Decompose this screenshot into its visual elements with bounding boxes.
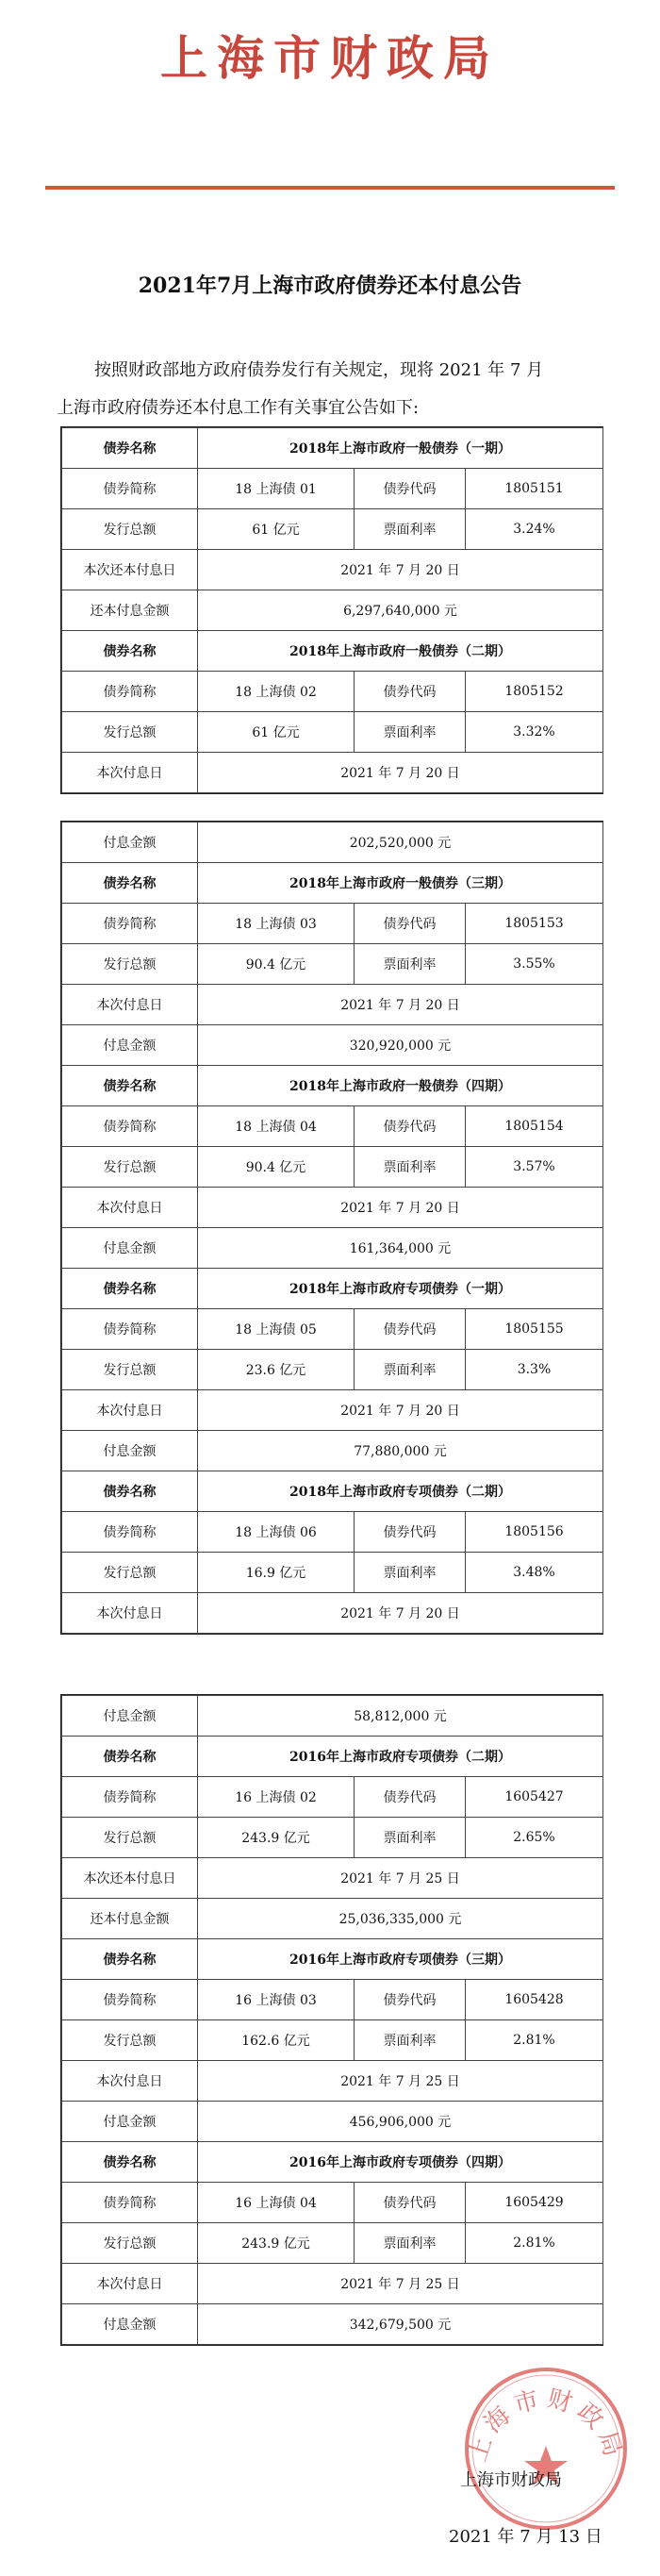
label-payment-date: 本次还本付息日 bbox=[62, 550, 198, 590]
table-row bbox=[62, 1471, 603, 1512]
bond-interest-date: 2021 年 7 月 20 日 bbox=[198, 985, 603, 1025]
bond-interest-date: 2021 年 7 月 20 日 bbox=[198, 753, 603, 793]
bond-table-page-2 bbox=[60, 821, 603, 1635]
bond-code: 1805154 bbox=[466, 1106, 603, 1147]
label-bond-short: 债券简称 bbox=[62, 672, 198, 712]
table-row bbox=[62, 672, 603, 712]
bond-coupon-rate: 3.24% bbox=[466, 509, 603, 550]
label-bond-short: 债券简称 bbox=[62, 469, 198, 509]
label-bond-name: 债券名称 bbox=[62, 1737, 198, 1777]
label-bond-name: 债券名称 bbox=[62, 863, 198, 904]
table-row bbox=[62, 1939, 603, 1980]
bond-coupon-rate: 3.57% bbox=[466, 1147, 603, 1188]
bond-payment-amount: 6,297,640,000 元 bbox=[198, 590, 603, 631]
label-interest-date: 本次付息日 bbox=[62, 985, 198, 1025]
label-issue-total: 发行总额 bbox=[62, 1350, 198, 1390]
label-bond-short: 债券简称 bbox=[62, 1106, 198, 1147]
label-interest-date: 本次付息日 bbox=[62, 1593, 198, 1634]
bond-code: 1805156 bbox=[466, 1512, 603, 1553]
svg-text:上海市财政局: 上海市财政局 bbox=[463, 2385, 629, 2466]
label-issue-total: 发行总额 bbox=[62, 2223, 198, 2264]
table-row bbox=[62, 1858, 603, 1899]
document-title: 2021年7月上海市政府债券还本付息公告 bbox=[138, 274, 522, 298]
label-bond-name: 债券名称 bbox=[62, 1269, 198, 1309]
bond-interest-amount: 342,679,500 元 bbox=[198, 2304, 603, 2345]
bond-issue-total: 243.9 亿元 bbox=[198, 2223, 355, 2264]
label-interest-date: 本次付息日 bbox=[62, 753, 198, 793]
table-row bbox=[62, 2061, 603, 2102]
label-bond-code: 债券代码 bbox=[355, 469, 466, 509]
bond-interest-amount: 320,920,000 元 bbox=[198, 1025, 603, 1066]
label-interest-date: 本次付息日 bbox=[62, 2264, 198, 2304]
bond-payment-date: 2021 年 7 月 20 日 bbox=[198, 550, 603, 590]
label-bond-short: 债券简称 bbox=[62, 1512, 198, 1553]
label-payment-amount: 还本付息金额 bbox=[62, 590, 198, 631]
label-bond-code: 债券代码 bbox=[355, 1309, 466, 1350]
bond-short: 18 上海债 02 bbox=[198, 672, 355, 712]
label-bond-code: 债券代码 bbox=[355, 2183, 466, 2223]
bond-name: 2018年上海市政府一般债券（一期） bbox=[198, 428, 603, 469]
label-payment-amount: 还本付息金额 bbox=[62, 1899, 198, 1939]
table-row bbox=[62, 1188, 603, 1228]
table-row bbox=[62, 985, 603, 1025]
label-bond-code: 债券代码 bbox=[355, 1512, 466, 1553]
table-row bbox=[62, 1899, 603, 1939]
table-row bbox=[62, 823, 603, 863]
bond-issue-total: 23.6 亿元 bbox=[198, 1350, 355, 1390]
bond-coupon-rate: 3.3% bbox=[466, 1350, 603, 1390]
bond-code: 1805152 bbox=[466, 672, 603, 712]
label-bond-short: 债券简称 bbox=[62, 1777, 198, 1818]
table-row bbox=[62, 2223, 603, 2264]
label-bond-name: 债券名称 bbox=[62, 428, 198, 469]
table-row bbox=[62, 1737, 603, 1777]
bond-issue-total: 61 亿元 bbox=[198, 509, 355, 550]
label-coupon-rate: 票面利率 bbox=[355, 1147, 466, 1188]
bond-name: 2018年上海市政府一般债券（三期） bbox=[198, 863, 603, 904]
table-row bbox=[62, 2102, 603, 2142]
bond-payment-amount: 25,036,335,000 元 bbox=[198, 1899, 603, 1939]
table-row bbox=[62, 712, 603, 753]
table-row bbox=[62, 2264, 603, 2304]
table-row bbox=[62, 2142, 603, 2183]
bond-table-page-3 bbox=[60, 1694, 603, 2346]
table-row bbox=[62, 1818, 603, 1858]
label-bond-name: 债券名称 bbox=[62, 2142, 198, 2183]
table-row bbox=[62, 1269, 603, 1309]
label-bond-short: 债券简称 bbox=[62, 2183, 198, 2223]
label-coupon-rate: 票面利率 bbox=[355, 509, 466, 550]
label-issue-total: 发行总额 bbox=[62, 509, 198, 550]
table-row bbox=[62, 2020, 603, 2061]
table-row bbox=[62, 1431, 603, 1471]
label-issue-total: 发行总额 bbox=[62, 1553, 198, 1593]
bond-code: 1605429 bbox=[466, 2183, 603, 2223]
bond-name: 2018年上海市政府专项债券（二期） bbox=[198, 1471, 603, 1512]
bond-interest-date: 2021 年 7 月 25 日 bbox=[198, 2264, 603, 2304]
label-interest-date: 本次付息日 bbox=[62, 2061, 198, 2102]
label-interest-date: 本次付息日 bbox=[62, 1390, 198, 1431]
table-row bbox=[62, 1106, 603, 1147]
bond-short: 18 上海债 03 bbox=[198, 904, 355, 944]
label-bond-name: 债券名称 bbox=[62, 1471, 198, 1512]
bond-short: 18 上海债 04 bbox=[198, 1106, 355, 1147]
table-row bbox=[62, 469, 603, 509]
label-interest-amount: 付息金额 bbox=[62, 2102, 198, 2142]
bond-coupon-rate: 3.48% bbox=[466, 1553, 603, 1593]
bond-short: 16 上海债 04 bbox=[198, 2183, 355, 2223]
intro-line-2: 上海市政府债券还本付息工作有关事宜公告如下: bbox=[57, 398, 420, 418]
bond-interest-amount: 161,364,000 元 bbox=[198, 1228, 603, 1269]
bond-interest-amount: 456,906,000 元 bbox=[198, 2102, 603, 2142]
label-coupon-rate: 票面利率 bbox=[355, 944, 466, 985]
label-coupon-rate: 票面利率 bbox=[355, 1553, 466, 1593]
letterhead-divider bbox=[45, 186, 615, 190]
bond-short: 16 上海债 02 bbox=[198, 1777, 355, 1818]
bond-issue-total: 61 亿元 bbox=[198, 712, 355, 753]
label-issue-total: 发行总额 bbox=[62, 1147, 198, 1188]
table-row bbox=[62, 863, 603, 904]
table-row bbox=[62, 1593, 603, 1634]
bond-name: 2016年上海市政府专项债券（二期） bbox=[198, 1737, 603, 1777]
table-row bbox=[62, 944, 603, 985]
bond-name: 2018年上海市政府一般债券（四期） bbox=[198, 1066, 603, 1106]
bond-interest-date: 2021 年 7 月 20 日 bbox=[198, 1188, 603, 1228]
label-coupon-rate: 票面利率 bbox=[355, 2223, 466, 2264]
table-row bbox=[62, 1350, 603, 1390]
table-row bbox=[62, 509, 603, 550]
label-issue-total: 发行总额 bbox=[62, 712, 198, 753]
bond-name: 2018年上海市政府专项债券（一期） bbox=[198, 1269, 603, 1309]
bond-table-page-1 bbox=[60, 426, 603, 794]
label-coupon-rate: 票面利率 bbox=[355, 2020, 466, 2061]
table-row bbox=[62, 1980, 603, 2020]
label-bond-short: 债券简称 bbox=[62, 1980, 198, 2020]
bond-interest-amount: 202,520,000 元 bbox=[198, 823, 603, 863]
bond-coupon-rate: 3.32% bbox=[466, 712, 603, 753]
label-bond-name: 债券名称 bbox=[62, 1939, 198, 1980]
table-row bbox=[62, 590, 603, 631]
label-interest-amount: 付息金额 bbox=[62, 823, 198, 863]
org-letterhead-title: 上海市财政局 bbox=[160, 30, 500, 86]
table-row bbox=[62, 428, 603, 469]
label-bond-code: 债券代码 bbox=[355, 1106, 466, 1147]
bond-code: 1805151 bbox=[466, 469, 603, 509]
table-row bbox=[62, 904, 603, 944]
bond-issue-total: 162.6 亿元 bbox=[198, 2020, 355, 2061]
bond-coupon-rate: 2.81% bbox=[466, 2223, 603, 2264]
label-bond-name: 债券名称 bbox=[62, 1066, 198, 1106]
bond-name: 2016年上海市政府专项债券（四期） bbox=[198, 2142, 603, 2183]
bond-issue-total: 16.9 亿元 bbox=[198, 1553, 355, 1593]
bond-interest-amount: 58,812,000 元 bbox=[198, 1696, 603, 1737]
table-row bbox=[62, 631, 603, 672]
table-row bbox=[62, 1228, 603, 1269]
label-coupon-rate: 票面利率 bbox=[355, 1818, 466, 1858]
label-bond-code: 债券代码 bbox=[355, 904, 466, 944]
table-row bbox=[62, 1512, 603, 1553]
table-row bbox=[62, 1696, 603, 1737]
intro-line-1: 按照财政部地方政府债券发行有关规定，现将 2021 年 7 月 bbox=[94, 360, 544, 380]
bond-code: 1805155 bbox=[466, 1309, 603, 1350]
table-row bbox=[62, 1553, 603, 1593]
label-issue-total: 发行总额 bbox=[62, 1818, 198, 1858]
label-interest-amount: 付息金额 bbox=[62, 1696, 198, 1737]
label-coupon-rate: 票面利率 bbox=[355, 712, 466, 753]
label-issue-total: 发行总额 bbox=[62, 944, 198, 985]
label-bond-code: 债券代码 bbox=[355, 1980, 466, 2020]
bond-interest-amount: 77,880,000 元 bbox=[198, 1431, 603, 1471]
table-row bbox=[62, 1066, 603, 1106]
bond-code: 1605428 bbox=[466, 1980, 603, 2020]
table-row bbox=[62, 753, 603, 793]
table-row bbox=[62, 1147, 603, 1188]
bond-name: 2018年上海市政府一般债券（二期） bbox=[198, 631, 603, 672]
bond-short: 16 上海债 03 bbox=[198, 1980, 355, 2020]
bond-issue-total: 90.4 亿元 bbox=[198, 1147, 355, 1188]
table-row bbox=[62, 1777, 603, 1818]
bond-short: 18 上海债 05 bbox=[198, 1309, 355, 1350]
bond-coupon-rate: 3.55% bbox=[466, 944, 603, 985]
table-row bbox=[62, 1390, 603, 1431]
bond-name: 2016年上海市政府专项债券（三期） bbox=[198, 1939, 603, 1980]
issue-date: 2021 年 7 月 13 日 bbox=[449, 2527, 602, 2547]
official-seal bbox=[460, 2363, 632, 2534]
table-row bbox=[62, 2183, 603, 2223]
label-bond-code: 债券代码 bbox=[355, 1777, 466, 1818]
bond-code: 1605427 bbox=[466, 1777, 603, 1818]
label-payment-date: 本次还本付息日 bbox=[62, 1858, 198, 1899]
label-coupon-rate: 票面利率 bbox=[355, 1350, 466, 1390]
label-interest-amount: 付息金额 bbox=[62, 1431, 198, 1471]
table-row bbox=[62, 2304, 603, 2345]
label-bond-name: 债券名称 bbox=[62, 631, 198, 672]
label-issue-total: 发行总额 bbox=[62, 2020, 198, 2061]
label-bond-code: 债券代码 bbox=[355, 672, 466, 712]
table-row bbox=[62, 1025, 603, 1066]
label-bond-short: 债券简称 bbox=[62, 904, 198, 944]
bond-payment-date: 2021 年 7 月 25 日 bbox=[198, 1858, 603, 1899]
table-row bbox=[62, 550, 603, 590]
bond-short: 18 上海债 06 bbox=[198, 1512, 355, 1553]
bond-interest-date: 2021 年 7 月 20 日 bbox=[198, 1593, 603, 1634]
bond-short: 18 上海债 01 bbox=[198, 469, 355, 509]
bond-code: 1805153 bbox=[466, 904, 603, 944]
bond-coupon-rate: 2.65% bbox=[466, 1818, 603, 1858]
label-interest-date: 本次付息日 bbox=[62, 1188, 198, 1228]
bond-interest-date: 2021 年 7 月 20 日 bbox=[198, 1390, 603, 1431]
label-interest-amount: 付息金额 bbox=[62, 1228, 198, 1269]
issuer-signature: 上海市财政局 bbox=[460, 2470, 562, 2490]
label-bond-short: 债券简称 bbox=[62, 1309, 198, 1350]
label-interest-amount: 付息金额 bbox=[62, 1025, 198, 1066]
bond-issue-total: 90.4 亿元 bbox=[198, 944, 355, 985]
table-row bbox=[62, 1309, 603, 1350]
bond-interest-date: 2021 年 7 月 25 日 bbox=[198, 2061, 603, 2102]
bond-coupon-rate: 2.81% bbox=[466, 2020, 603, 2061]
label-interest-amount: 付息金额 bbox=[62, 2304, 198, 2345]
bond-issue-total: 243.9 亿元 bbox=[198, 1818, 355, 1858]
